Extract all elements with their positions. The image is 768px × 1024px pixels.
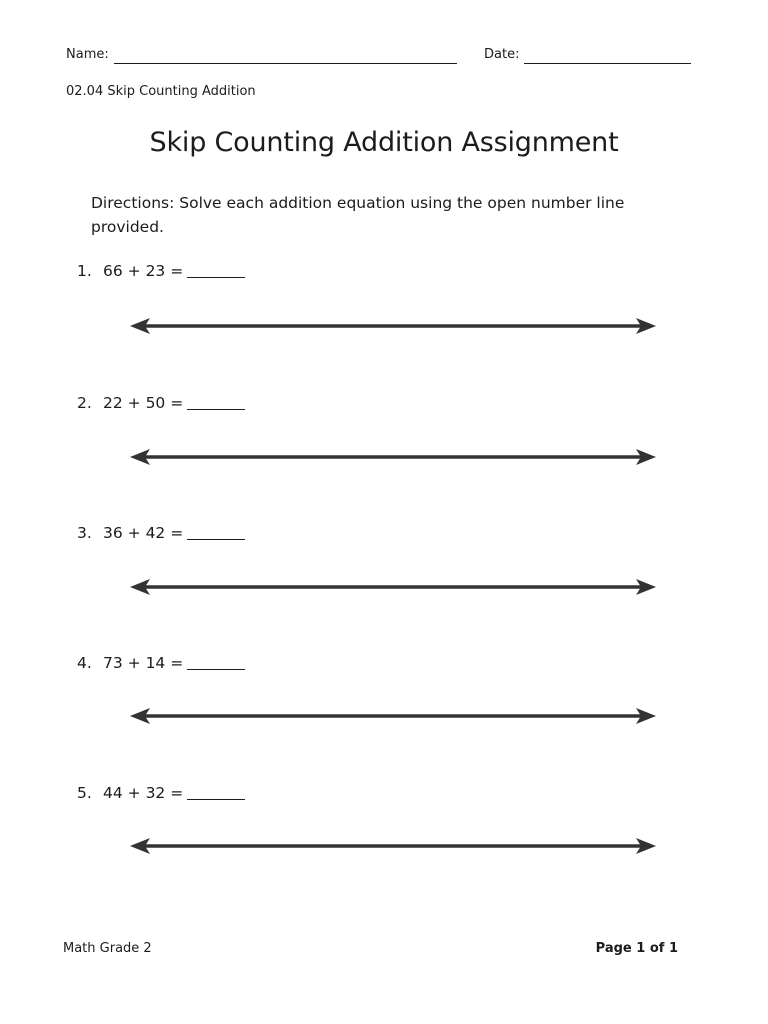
problem-equation-wrap <box>103 524 245 542</box>
problem-equation: 36 + 42 = <box>103 524 184 542</box>
footer-course: Math Grade 2 <box>63 941 152 956</box>
problem-number: 2. <box>77 394 92 412</box>
problem-equation: 66 + 23 = <box>103 262 184 280</box>
answer-blank[interactable] <box>187 539 245 540</box>
problem-number: 1. <box>77 262 92 280</box>
directions-text: Directions: Solve each addition equation using the open number line provided. <box>91 194 625 236</box>
name-field-line[interactable] <box>114 63 457 64</box>
answer-blank[interactable] <box>187 669 245 670</box>
number-line-3[interactable] <box>130 577 656 597</box>
page-title: Skip Counting Addition Assignment <box>149 127 619 158</box>
footer-page-number: Page 1 of 1 <box>595 941 678 956</box>
problem-number: 3. <box>77 524 92 542</box>
problem-equation-wrap <box>103 262 245 280</box>
number-line-5[interactable] <box>130 836 656 856</box>
lesson-code: 02.04 Skip Counting Addition <box>66 84 256 99</box>
problem-equation: 73 + 14 = <box>103 654 184 672</box>
problem-number: 4. <box>77 654 92 672</box>
date-label: Date: <box>484 47 520 62</box>
answer-blank[interactable] <box>187 409 245 410</box>
name-label: Name: <box>66 47 109 62</box>
problem-equation: 44 + 32 = <box>103 784 184 802</box>
answer-blank[interactable] <box>187 799 245 800</box>
number-line-1[interactable] <box>130 316 656 336</box>
problem-equation: 22 + 50 = <box>103 394 184 412</box>
number-line-4[interactable] <box>130 706 656 726</box>
answer-blank[interactable] <box>187 277 245 278</box>
problem-equation-wrap <box>103 654 245 672</box>
problem-equation-wrap <box>103 394 245 412</box>
problem-equation-wrap <box>103 784 245 802</box>
date-field-line[interactable] <box>524 63 691 64</box>
number-line-2[interactable] <box>130 447 656 467</box>
problem-number: 5. <box>77 784 92 802</box>
